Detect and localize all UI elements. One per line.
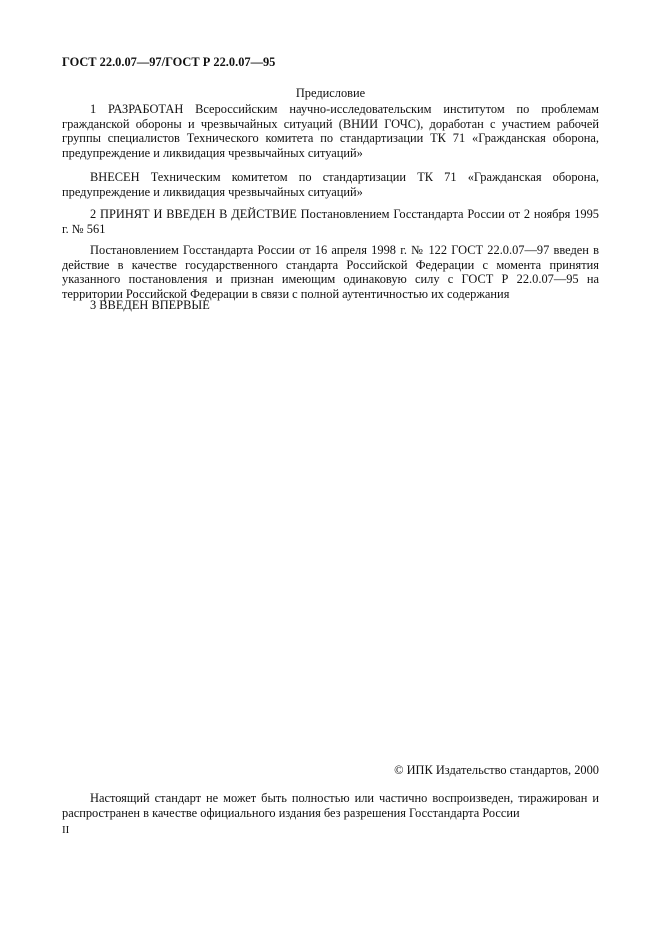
paragraph-first-edition: 3 ВВЕДЕН ВПЕРВЫЕ [90, 298, 210, 312]
document-header: ГОСТ 22.0.07—97/ГОСТ Р 22.0.07—95 [62, 55, 276, 69]
paragraph-adopted: 2 ПРИНЯТ И ВВЕДЕН В ДЕЙСТВИЕ Постановлением Госстандарта России от 2 ноября 1995 г. № 561 [62, 207, 599, 236]
section-title: Предисловие [295, 86, 366, 100]
page-number: II [62, 824, 70, 836]
paragraph-decree: Постановлением Госстандарта России от 16 апреля 1998 г. № 122 ГОСТ 22.0.07—97 введен в действие в качестве государственного стандарта Российской Федерации с момента принятия указанного постановления и признан имеющим одинаковую силу с ГОСТ Р 22.0.07—95 на территории Российской Федерации в связи с полной аутентичностью их содержания [62, 243, 599, 301]
paragraph-developed: 1 РАЗРАБОТАН Всероссийским научно-исследовательским институтом по проблемам гражданской обороны и чрезвычайных ситуаций (ВНИИ ГОЧС), доработан с участием рабочей группы специалистов Технического комитета по стандартизации ТК 71 «Гражданская оборона, предупреждение и ликвидация чрезвычайных ситуаций» [62, 102, 599, 160]
copyright-line: © ИПК Издательство стандартов, 2000 [394, 763, 599, 777]
paragraph-introduced: ВНЕСЕН Техническим комитетом по стандартизации ТК 71 «Гражданская оборона, предупреждение и ликвидация чрезвычайных ситуаций» [62, 170, 599, 199]
reproduction-notice: Настоящий стандарт не может быть полностью или частично воспроизведен, тиражирован и распространен в качестве официального издания без разрешения Госстандарта России [62, 791, 599, 820]
